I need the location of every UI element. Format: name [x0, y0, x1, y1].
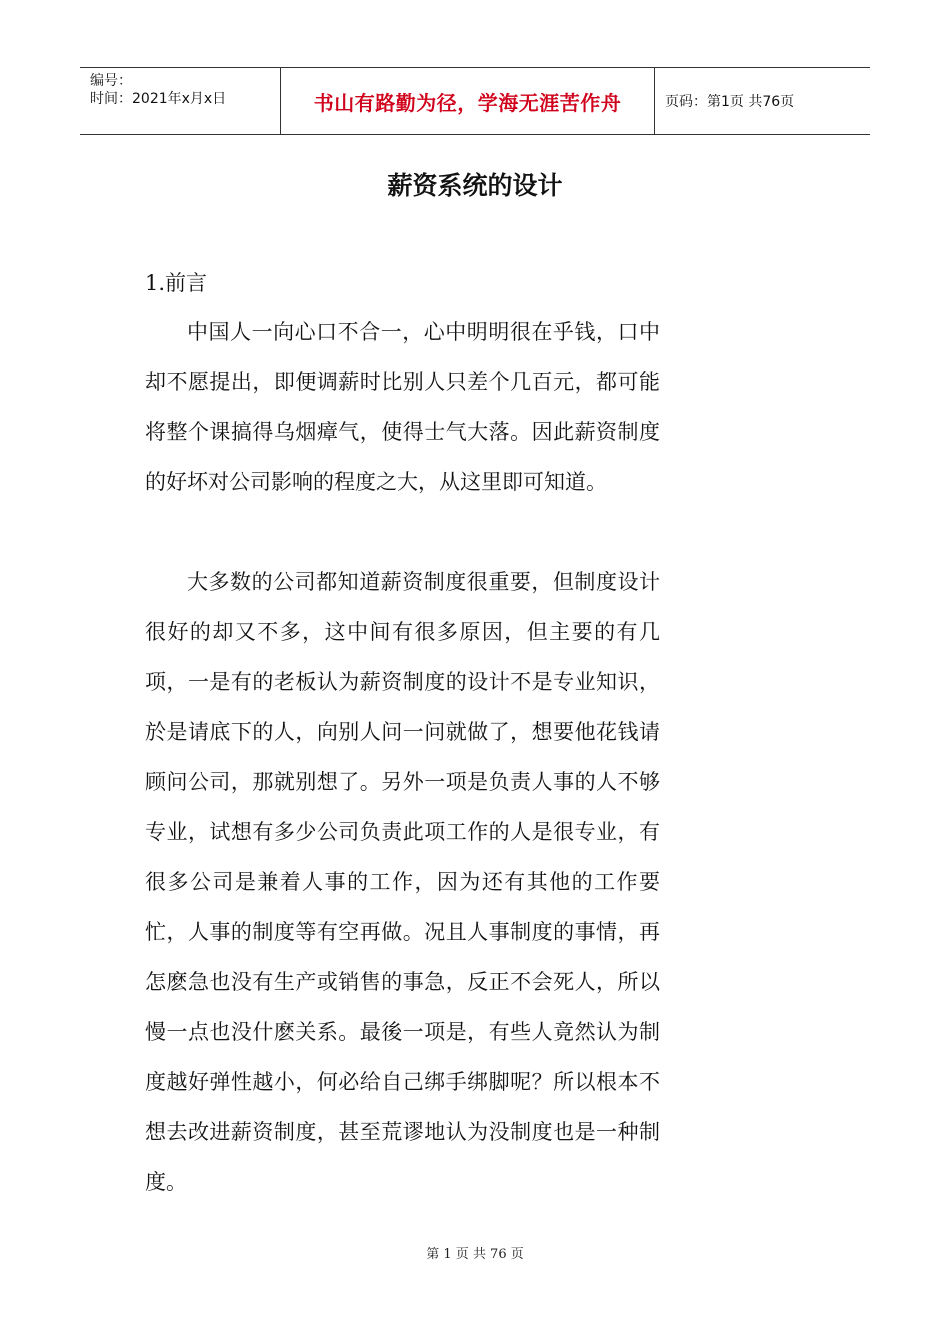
document-number-label: 编号： [90, 73, 132, 89]
body-paragraph: 大多数的公司都知道薪资制度很重要，但制度设计很好的却又不多，这中间有很多原因，但主要的有几项，一是有的老板认为薪资制度的设计不是专业知识，於是请底下的人，向别人问一问就做了，想要他花钱请顾问公司，那就别想了。另外一项是负责人事的人不够专业，试想有多少公司负责此项工作的人是很专业，有很多公司是兼着人事的工作，因为还有其他的工作要忙，人事的制度等有空再做。况且人事制度的事情，再怎麽急也没有生产或销售的事急，反正不会死人，所以慢一点也没什麽关系。最後一项是，有些人竟然认为制度越好弹性越小，何必给自己绑手绑脚呢？所以根本不想去改进薪资制度，甚至荒谬地认为没制度也是一种制度。 [145, 570, 660, 1194]
header-motto: 书山有路勤为径，学海无涯苦作舟 [281, 68, 655, 134]
section-heading: 1.前言 [145, 271, 208, 295]
header-meta-cell [80, 68, 281, 134]
document-title: 薪资系统的设计 [387, 171, 563, 200]
document-date-label: 时间：2021年x月x日 [90, 91, 227, 107]
page-header [80, 67, 870, 135]
page-footer: 第 1 页 共 76 页 [426, 1247, 524, 1262]
body-paragraph: 中国人一向心口不合一，心中明明很在乎钱，口中却不愿提出，即便调薪时比别人只差个几百元，都可能将整个课搞得乌烟瘴气，使得士气大落。因此薪资制度的好坏对公司影响的程度之大，从这里即可知道。 [145, 320, 660, 494]
header-page-info: 页码：第1页 共76页 [665, 94, 795, 110]
